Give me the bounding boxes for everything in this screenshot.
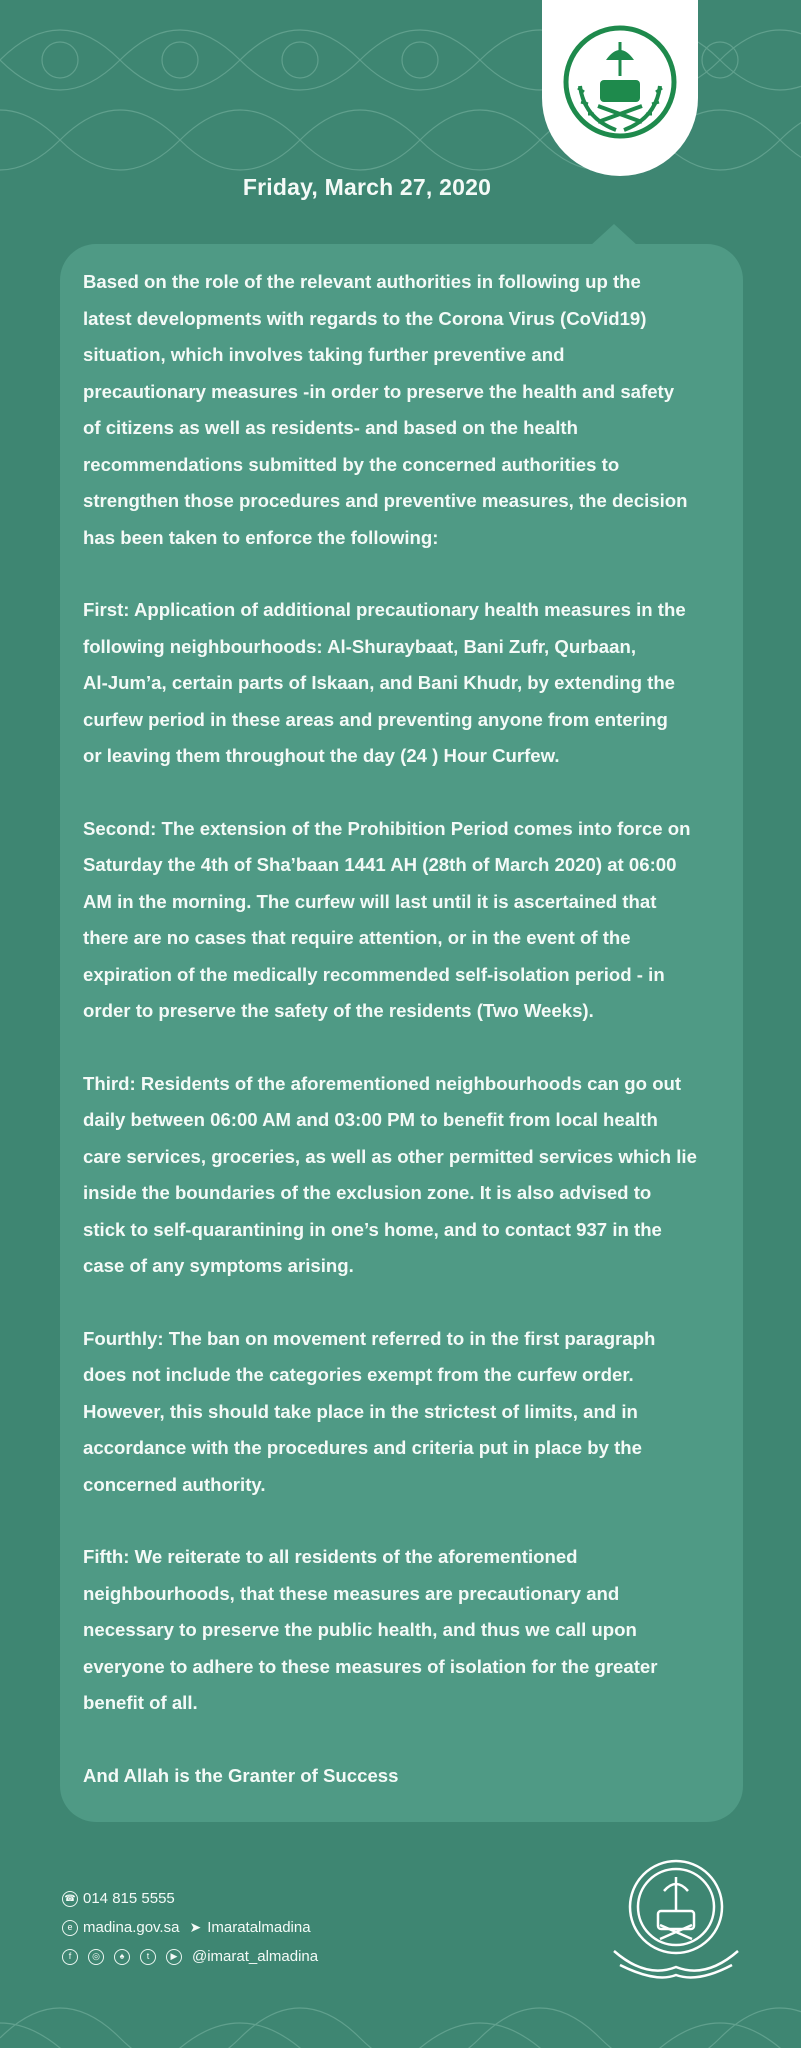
facebook-icon[interactable]: f <box>62 1949 78 1965</box>
instagram-icon[interactable]: ◎ <box>88 1949 104 1965</box>
statement-third: Third: Residents of the aforementioned neighbourhoods can go out daily between 06:00 AM and 03:00 PM to benefit from local health care services, groceries, as well as other permitted services which lie inside the boundaries of the exclusion zone. It is also advised to stick to self-quarantining in one’s home, and to contact 937 in the case of any symptoms arising. <box>83 1072 697 1276</box>
footer-emblem-icon <box>606 1855 746 1985</box>
social-row <box>62 1942 318 1971</box>
card-notch <box>590 224 638 246</box>
statement-intro: Based on the role of the relevant authorities in following up the latest developments with regards to the Corona Virus (CoVid19) situation, which involves taking further preventive and precautionary measures -in order to preserve the health and safety of citizens as well as residents- and based on the health recommendations submitted by the concerned authorities to strengthen those procedures and preventive measures, the decision has been taken to enforce the following: <box>83 271 688 548</box>
statement-fourth: Fourthly: The ban on movement referred to in the first paragraph does not include the categories exempt from the curfew order. However, this should take place in the strictest of limits, and in accordance with the procedures and criteria put in place by the concerned authority. <box>83 1327 656 1495</box>
saudi-emblem-icon <box>560 22 680 146</box>
statement-fifth: Fifth: We reiterate to all residents of the aforementioned neighbourhoods, that these measures are precautionary and necessary to preserve the public health, and thus we call upon everyone to adhere to these measures of isolation for the greater benefit of all. <box>83 1546 658 1713</box>
statement-closing: And Allah is the Granter of Success <box>83 1764 399 1786</box>
statement-second: Second: The extension of the Prohibition Period comes into force on Saturday the 4th of Sha’baan 1441 AH (28th of March 2020) at 06:00 AM in the morning. The curfew will last until it is ascertained that there are no cases that require attention, or in the event of the expiration of the medically recommended self-isolation period - in order to preserve the safety of the residents (Two Weeks). <box>83 817 691 1021</box>
phone-icon: ☎ <box>62 1891 78 1907</box>
social-handle[interactable]: @imarat_almadina <box>192 1948 319 1965</box>
telegram-icon[interactable]: ➤ <box>189 1919 202 1935</box>
statement-first: First: Application of additional precautionary health measures in the following neighbourhoods: Al-Shuraybaat, Bani Zufr, Qurbaan, Al-Jum’a, certain parts of Iskaan, and Bani Khudr, by extending the curfew period in these areas and preventing anyone from entering or leaving them throughout the day (24 ) Hour Curfew. <box>83 599 686 766</box>
twitter-icon[interactable]: t <box>140 1949 156 1965</box>
phone-row <box>62 1884 318 1913</box>
contact-info <box>62 1884 318 1971</box>
statement-body <box>83 264 728 1830</box>
web-icon: e <box>62 1920 78 1936</box>
emblem-tab <box>542 0 698 176</box>
website-link[interactable]: madina.gov.sa <box>83 1919 180 1936</box>
snapchat-icon[interactable]: ♠ <box>114 1949 130 1965</box>
phone-number[interactable]: 014 815 5555 <box>83 1890 175 1907</box>
decorative-pattern-bottom <box>0 1978 801 2048</box>
statement-card <box>60 244 743 1822</box>
youtube-icon[interactable]: ▶ <box>166 1949 182 1965</box>
date-heading: Friday, March 27, 2020 <box>242 174 492 200</box>
web-row <box>62 1913 318 1942</box>
telegram-handle[interactable]: Imaratalmadina <box>207 1919 311 1936</box>
